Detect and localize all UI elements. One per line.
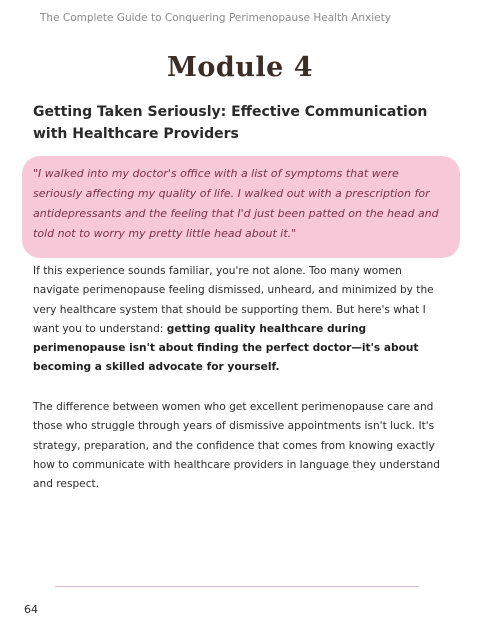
paragraph-1-lead: If this experience sounds familiar, you're not alone. Too many women navigate perimenopause feeling dismissed, unheard, and minimized by the very healthcare system that should be supporting them. But here's what I want you to understand: xyxy=(33,265,434,335)
section-heading: Getting Taken Seriously: Effective Communication with Healthcare Providers xyxy=(33,104,428,142)
quote-text: "I walked into my doctor's office with a list of symptoms that were seriously affecting my quality of life. I walked out with a prescription for antidepressants and the feeling that I'd just been patted on the head and told not to worry my pretty little head about it." xyxy=(33,167,439,240)
quote-callout xyxy=(22,156,460,258)
body-paragraph-1 xyxy=(33,262,451,378)
module-title: Module 4 xyxy=(166,52,314,83)
running-header: The Complete Guide to Conquering Perimenopause Health Anxiety xyxy=(40,12,391,24)
paragraph-1-emphasis: getting quality healthcare during perimenopause isn't about finding the perfect doctor—it's about becoming a skilled advocate for yourself. xyxy=(33,322,419,374)
page-number: 64 xyxy=(24,603,38,616)
footer-divider xyxy=(55,586,419,587)
body-paragraph-2: The difference between women who get excellent perimenopause care and those who struggle through years of dismissive appointments isn't luck. It's strategy, preparation, and the confidence that comes from knowing exactly how to communicate with healthcare providers in language they understand and respect. xyxy=(33,401,440,491)
